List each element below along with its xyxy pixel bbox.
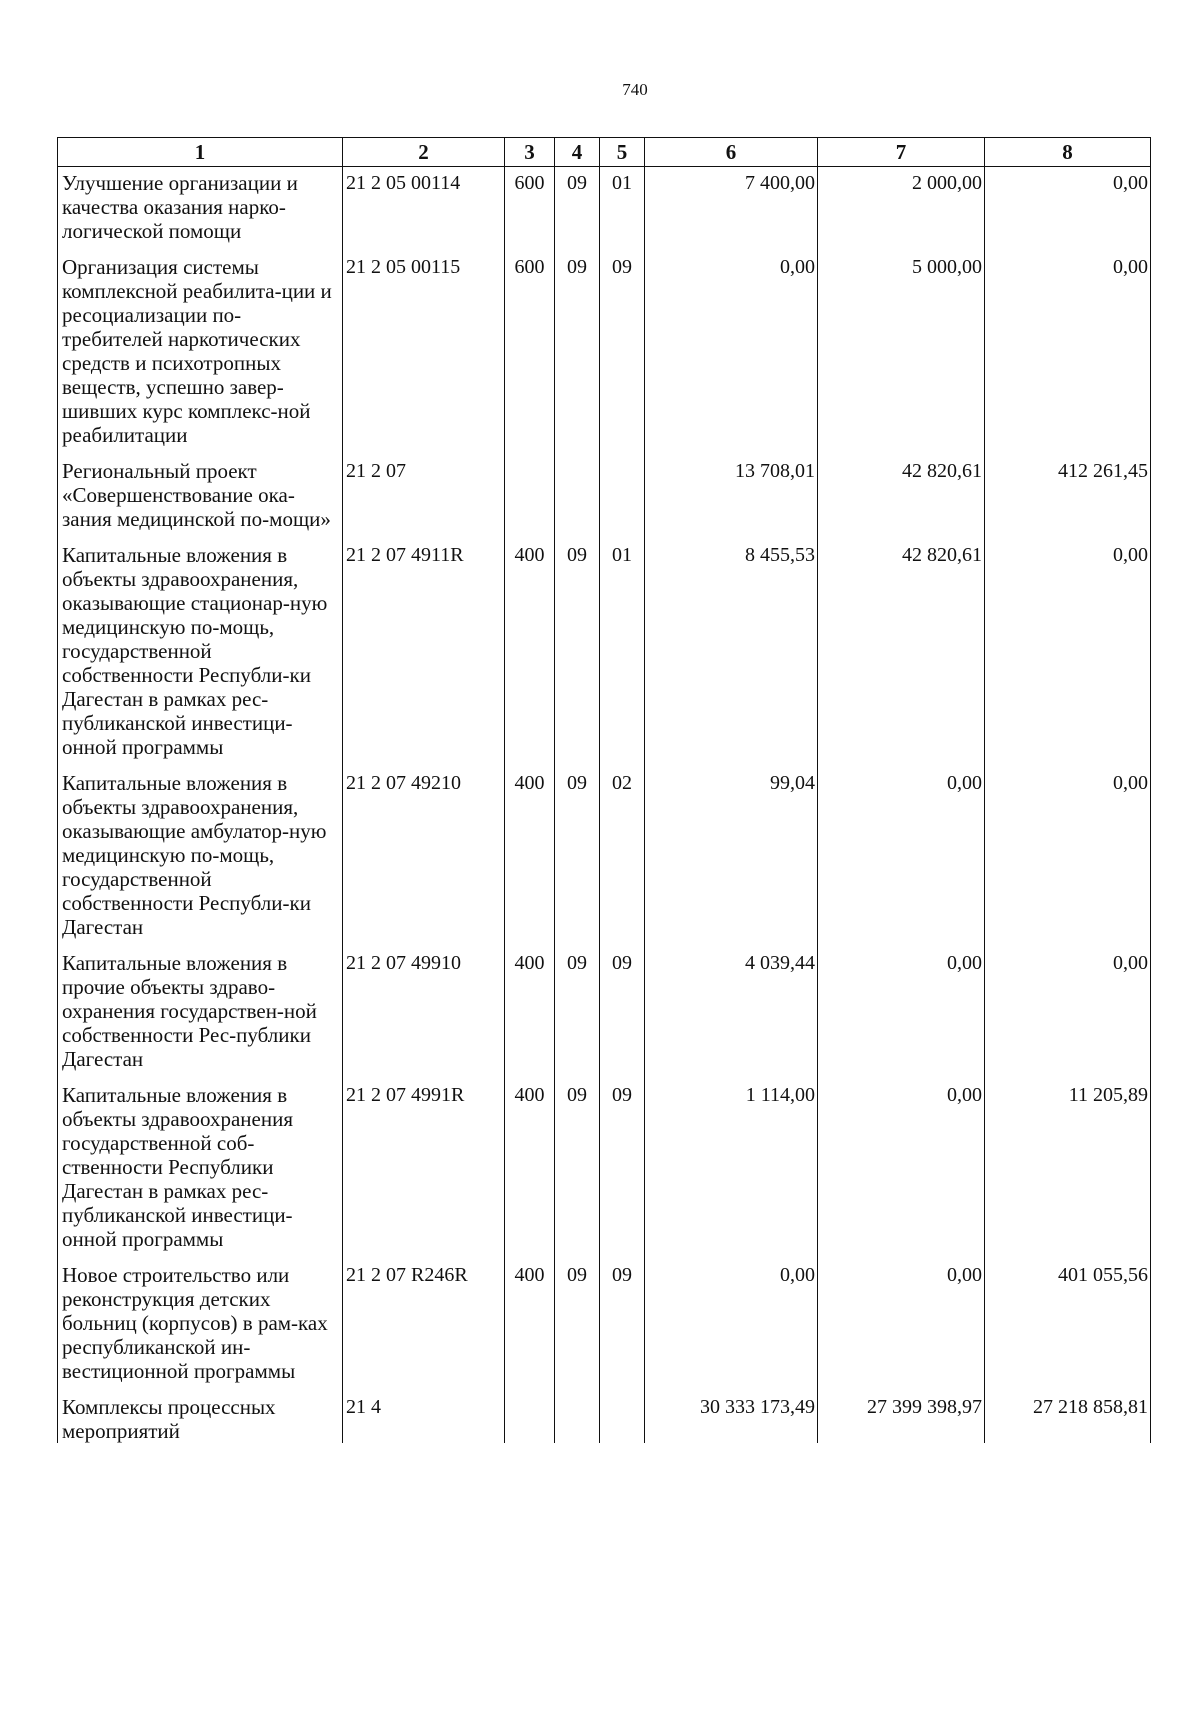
table-body	[58, 167, 1151, 1444]
table-row	[58, 167, 1151, 244]
row-col-5: 09	[600, 255, 645, 447]
row-col-4: 09	[555, 167, 600, 244]
header-col-8: 8	[985, 138, 1151, 167]
row-col-5: 09	[600, 1083, 645, 1251]
row-name: Капитальные вложения в прочие объекты здраво-охранения государствен-ной собственности Рес-публики Дагестан	[58, 951, 343, 1071]
row-col-8: 0,00	[985, 543, 1151, 759]
row-col-5: 09	[600, 1263, 645, 1383]
row-col-7: 0,00	[818, 951, 985, 1071]
row-col-7: 27 399 398,97	[818, 1395, 985, 1443]
row-code: 21 2 07 4911R	[343, 543, 505, 759]
header-col-3: 3	[505, 138, 555, 167]
row-col-6: 4 039,44	[645, 951, 818, 1071]
row-col-6: 7 400,00	[645, 167, 818, 244]
row-col-5: 02	[600, 771, 645, 939]
row-name: Капитальные вложения в объекты здравоохранения, оказывающие стационар-ную медицинскую по-мощь, государственной собственности Республи-ки Дагестан в рамках рес-публиканской инвестици-онной программы	[58, 543, 343, 759]
row-code: 21 2 05 00114	[343, 167, 505, 244]
row-name: Организация системы комплексной реабилита-ции и ресоциализации по-требителей наркотических средств и психотропных веществ, успешно завер-шивших курс комплекс-ной реабилитации	[58, 255, 343, 447]
header-col-6: 6	[645, 138, 818, 167]
table-row	[58, 771, 1151, 939]
row-col-3	[505, 459, 555, 531]
row-col-4: 09	[555, 771, 600, 939]
row-col-5: 01	[600, 167, 645, 244]
row-col-8: 412 261,45	[985, 459, 1151, 531]
row-col-8: 0,00	[985, 167, 1151, 244]
row-col-6: 30 333 173,49	[645, 1395, 818, 1443]
row-col-4: 09	[555, 1083, 600, 1251]
table-row	[58, 459, 1151, 531]
row-col-5: 01	[600, 543, 645, 759]
table-row	[58, 1263, 1151, 1383]
row-code: 21 2 07 49210	[343, 771, 505, 939]
row-code: 21 2 07 49910	[343, 951, 505, 1071]
row-name: Региональный проект «Совершенствование ока-зания медицинской по-мощи»	[58, 459, 343, 531]
budget-table	[57, 137, 1151, 1443]
row-col-4: 09	[555, 951, 600, 1071]
row-col-7: 2 000,00	[818, 167, 985, 244]
row-name: Капитальные вложения в объекты здравоохранения, оказывающие амбулатор-ную медицинскую по-мощь, государственной собственности Республи-ки Дагестан	[58, 771, 343, 939]
row-code: 21 2 07 4991R	[343, 1083, 505, 1251]
row-col-3: 600	[505, 167, 555, 244]
row-col-5	[600, 459, 645, 531]
row-col-6: 0,00	[645, 1263, 818, 1383]
row-col-3: 400	[505, 951, 555, 1071]
row-col-6: 13 708,01	[645, 459, 818, 531]
page-number: 740	[622, 80, 648, 99]
row-col-4: 09	[555, 543, 600, 759]
row-col-3: 400	[505, 1263, 555, 1383]
table-header-row	[58, 138, 1151, 167]
row-col-7: 42 820,61	[818, 543, 985, 759]
row-code: 21 2 05 00115	[343, 255, 505, 447]
row-code: 21 2 07 R246R	[343, 1263, 505, 1383]
row-name: Комплексы процессных мероприятий	[58, 1395, 343, 1443]
row-col-8: 27 218 858,81	[985, 1395, 1151, 1443]
row-name: Улучшение организации и качества оказания нарко-логической помощи	[58, 167, 343, 244]
row-col-3: 600	[505, 255, 555, 447]
row-col-6: 99,04	[645, 771, 818, 939]
header-col-7: 7	[818, 138, 985, 167]
table-row	[58, 255, 1151, 447]
row-col-7: 0,00	[818, 1083, 985, 1251]
row-col-3: 400	[505, 1083, 555, 1251]
row-col-7: 0,00	[818, 1263, 985, 1383]
table-row	[58, 543, 1151, 759]
row-col-3	[505, 1395, 555, 1443]
row-col-8: 401 055,56	[985, 1263, 1151, 1383]
row-col-6: 0,00	[645, 255, 818, 447]
header-col-2: 2	[343, 138, 505, 167]
row-col-8: 11 205,89	[985, 1083, 1151, 1251]
row-col-4	[555, 459, 600, 531]
table-row	[58, 1395, 1151, 1443]
row-code: 21 4	[343, 1395, 505, 1443]
header-col-4: 4	[555, 138, 600, 167]
row-col-4	[555, 1395, 600, 1443]
row-col-8: 0,00	[985, 255, 1151, 447]
row-col-6: 1 114,00	[645, 1083, 818, 1251]
row-code: 21 2 07	[343, 459, 505, 531]
row-name: Новое строительство или реконструкция детских больниц (корпусов) в рам-ках республиканской ин-вестиционной программы	[58, 1263, 343, 1383]
row-col-8: 0,00	[985, 951, 1151, 1071]
row-col-5	[600, 1395, 645, 1443]
table-row	[58, 1083, 1151, 1251]
row-col-5: 09	[600, 951, 645, 1071]
row-col-7: 5 000,00	[818, 255, 985, 447]
row-col-4: 09	[555, 255, 600, 447]
row-col-7: 42 820,61	[818, 459, 985, 531]
table-row	[58, 951, 1151, 1071]
row-col-7: 0,00	[818, 771, 985, 939]
row-col-3: 400	[505, 543, 555, 759]
row-name: Капитальные вложения в объекты здравоохранения государственной соб-ственности Республики Дагестан в рамках рес-публиканской инвестици-онной программы	[58, 1083, 343, 1251]
row-col-8: 0,00	[985, 771, 1151, 939]
row-col-3: 400	[505, 771, 555, 939]
row-col-4: 09	[555, 1263, 600, 1383]
header-col-1: 1	[58, 138, 343, 167]
header-col-5: 5	[600, 138, 645, 167]
row-col-6: 8 455,53	[645, 543, 818, 759]
